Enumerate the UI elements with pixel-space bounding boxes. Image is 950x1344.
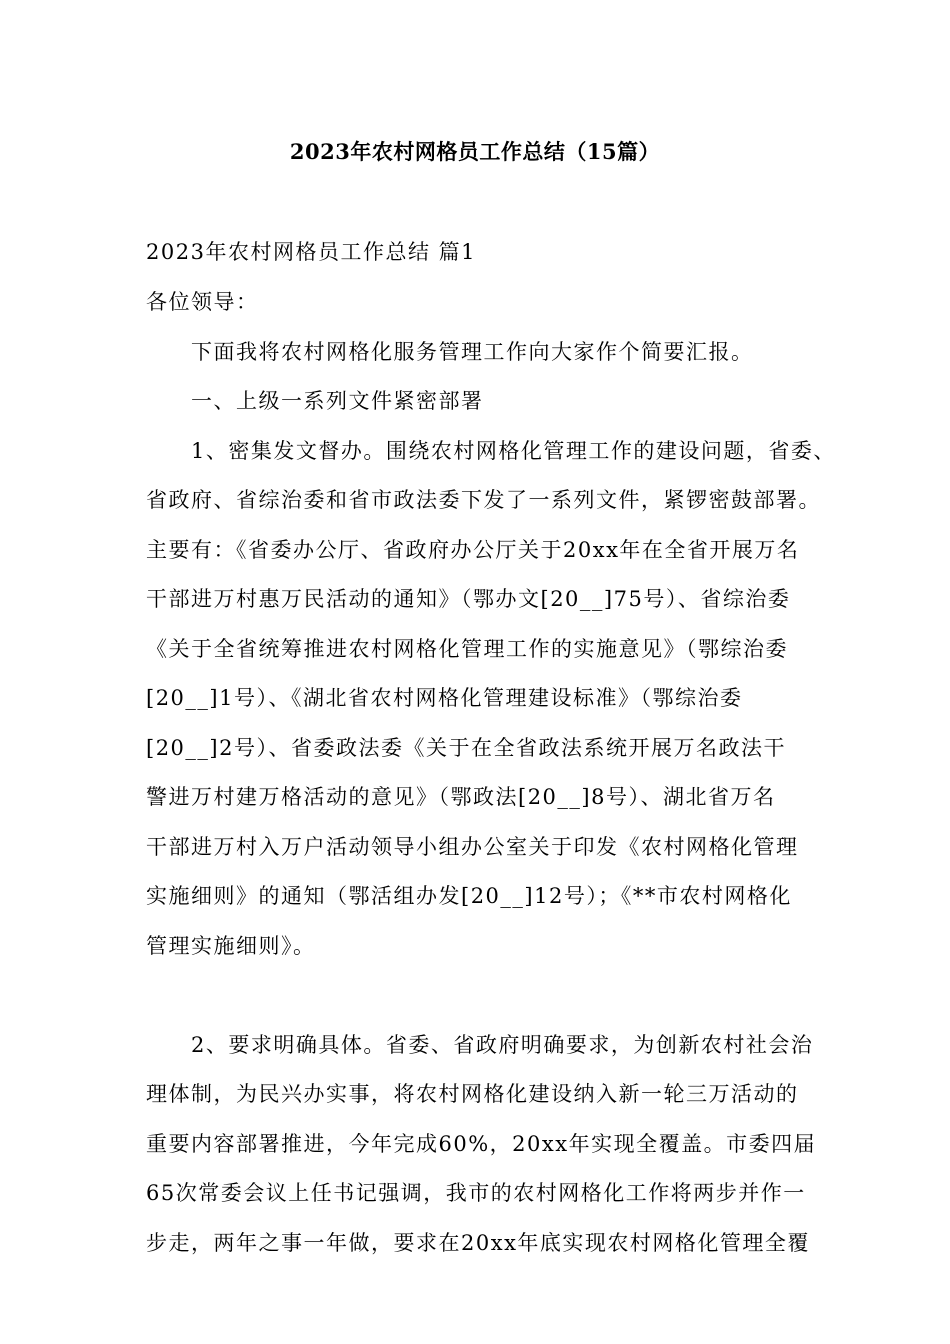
paragraph-line: 《关于全省统筹推进农村网格化管理工作的实施意见》（鄂综治委 [146,637,788,661]
paragraph-line: 管理实施细则》。 [146,934,316,958]
paragraph-line: 重要内容部署推进，今年完成60%，20xx年实现全覆盖。市委四届 [146,1132,817,1156]
subheading: 一、上级一系列文件紧密部署 [146,389,484,413]
section-heading: 2023年农村网格员工作总结 篇1 [146,240,476,264]
paragraph-line: 理体制，为民兴办实事，将农村网格化建设纳入新一轮三万活动的 [146,1082,799,1106]
paragraph-line: [20__]1号）、《湖北省农村网格化管理建设标准》（鄂综治委 [146,686,743,710]
salutation: 各位领导： [146,290,259,314]
paragraph-line: 65次常委会议上任书记强调，我市的农村网格化工作将两步并作一 [146,1181,806,1205]
paragraph-line: [20__]2号）、省委政法委《关于在全省政法系统开展万名政法干 [146,736,786,760]
paragraph-line: 省政府、省综治委和省市政法委下发了一系列文件，紧锣密鼓部署。 [146,488,821,512]
document-title: 2023年农村网格员工作总结（15篇） [289,139,661,164]
paragraph-line: 实施细则》的通知（鄂活组办发[20__]12号）；《**市农村网格化 [146,884,792,908]
paragraph-line: 2、要求明确具体。省委、省政府明确要求，为创新农村社会治 [146,1033,814,1057]
paragraph-line: 干部进万村惠万民活动的通知》（鄂办文[20__]75号）、省综治委 [146,587,791,611]
paragraph-line: 警进万村建万格活动的意见》（鄂政法[20__]8号）、湖北省万名 [146,785,776,809]
paragraph-line: 步走，两年之事一年做，要求在20xx年底实现农村网格化管理全覆 [146,1231,810,1255]
paragraph-line: 下面我将农村网格化服务管理工作向大家作个简要汇报。 [146,340,754,364]
paragraph-line: 主要有：《省委办公厅、省政府办公厅关于20xx年在全省开展万名 [146,538,800,562]
paragraph-line: 干部进万村入万户活动领导小组办公室关于印发《农村网格化管理 [146,835,799,859]
paragraph-line: 1、密集发文督办。围绕农村网格化管理工作的建设问题，省委、 [146,439,836,463]
